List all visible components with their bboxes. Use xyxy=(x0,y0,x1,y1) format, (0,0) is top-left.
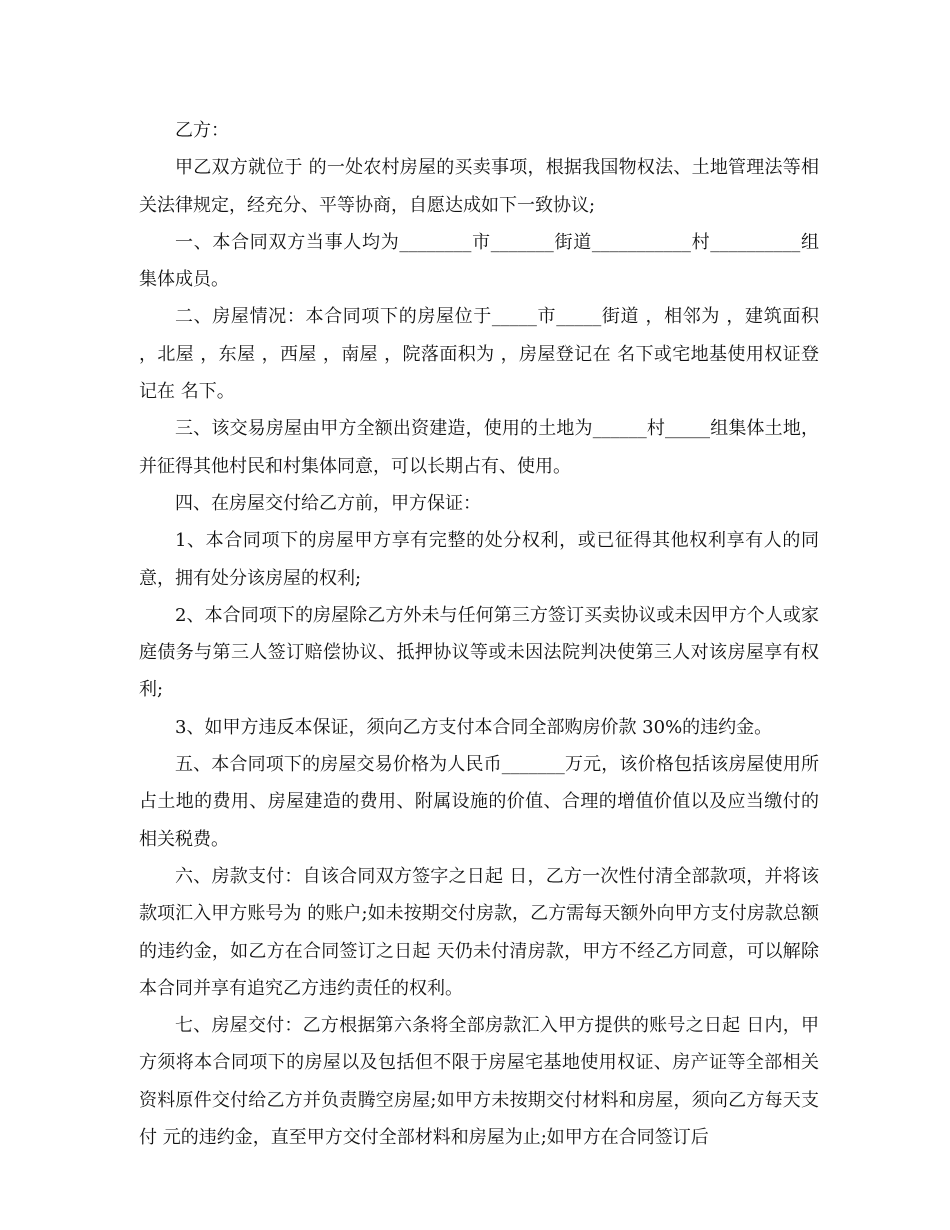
paragraph-clause-6: 六、房款支付：自该合同双方签字之日起 日，乙方一次性付清全部款项，并将该款项汇入甲方账号为 的账户;如未按期交付房款，乙方需每天额外向甲方支付房款总额 的违约金，如乙方在合同签订之日起 天仍未付清房款，甲方不经乙方同意，可以解除本合同并享有追究乙方违约责任的权利。 xyxy=(139,865,819,999)
paragraph-clause-5: 五、本合同项下的房屋交易价格为人民币_______万元，该价格包括该房屋使用所占土地的费用、房屋建造的费用、附属设施的价值、合理的增值价值以及应当缴付的相关税费。 xyxy=(139,754,819,850)
paragraph-clause-4-item-1: 1、本合同项下的房屋甲方享有完整的处分权利，或已征得其他权利享有人的同意，拥有处分该房屋的权利; xyxy=(139,530,819,589)
document-body xyxy=(139,112,819,1156)
paragraph-clause-4-item-3: 3、如甲方违反本保证，须向乙方支付本合同全部购房价款 30%的违约金。 xyxy=(175,716,773,738)
paragraph-clause-3: 三、该交易房屋由甲方全额出资建造，使用的土地为______村_____组集体土地，并征得其他村民和村集体同意，可以长期占有、使用。 xyxy=(139,418,819,477)
paragraph-party-b: 乙方： xyxy=(175,120,229,141)
paragraph-clause-7: 七、房屋交付：乙方根据第六条将全部房款汇入甲方提供的账号之日起 日内，甲方须将本合同项下的房屋以及包括但不限于房屋宅基地使用权证、房产证等全部相关资料原件交付给乙方并负责腾空房屋;如甲方未按期交付材料和房屋，须向乙方每天支付 元的违约金，直至甲方交付全部材料和房屋为止;如甲方在合同签订后 xyxy=(139,1015,819,1149)
paragraph-clause-4: 四、在房屋交付给乙方前，甲方保证： xyxy=(175,492,481,514)
paragraph-preamble: 甲乙双方就位于 的一处农村房屋的买卖事项，根据我国物权法、土地管理法等相关法律规定，经充分、平等协商，自愿达成如下一致协议; xyxy=(139,157,819,216)
paragraph-clause-1: 一、本合同双方当事人均为________市_______街道___________村__________组集体成员。 xyxy=(139,231,819,291)
paragraph-clause-2: 二、房屋情况：本合同项下的房屋位于_____市_____街道 ，相邻为 ，建筑面积 ，北屋 ，东屋 ，西屋 ，南屋 ，院落面积为 ，房屋登记在 名下或宅地基使用权证登记在 名下。 xyxy=(139,306,819,403)
paragraph-clause-4-item-2: 2、本合同项下的房屋除乙方外未与任何第三方签订买卖协议或未因甲方个人或家庭债务与第三人签订赔偿协议、抵押协议等或未因法院判决使第三人对该房屋享有权利; xyxy=(139,604,819,701)
